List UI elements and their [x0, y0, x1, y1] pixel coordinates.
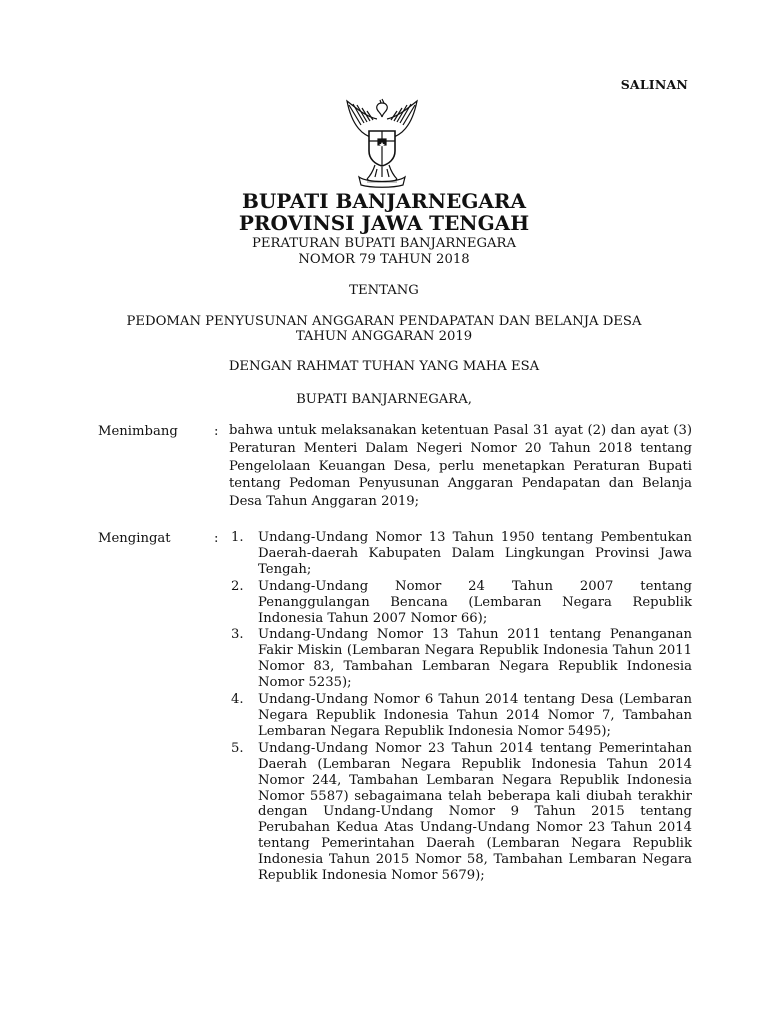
- menimbang-text: bahwa untuk melaksanakan ketentuan Pasal 31 ayat (2) dan ayat (3) Peraturan Menteri Dalam Negeri Nomor 20 Tahun 2018 tentang Pengelolaan Keuangan Desa, perlu menetapkan Peraturan Bupati tentang Pedoman Penyusunan Anggaran Pendapatan dan Belanja Desa Tahun Anggaran 2019;: [229, 423, 692, 510]
- list-item-text: Undang-Undang Nomor 23 Tahun 2014 tentang Pemerintahan Daerah (Lembaran Negara Republik Indonesia Tahun 2014 Nomor 244, Tambahan Lembaran Negara Republik Indonesia Nomor 5587) sebagaimana telah beberapa kali diubah terakhir dengan Undang-Undang Nomor 9 Tahun 2015 tentang Perubahan Kedua Atas Undang-Undang Nomor 23 Tahun 2014 tentang Pemerintahan Daerah (Lembaran Negara Republik Indonesia Tahun 2015 Nomor 58, Tambahan Lembaran Negara Republik Indonesia Nomor 5679);: [258, 740, 692, 884]
- mengingat-list: [229, 530, 692, 885]
- list-item: [229, 530, 692, 578]
- list-item-number: 1.: [231, 530, 244, 545]
- bupati-heading: BUPATI BANJARNEGARA,: [296, 392, 472, 407]
- list-item-number: 4.: [231, 692, 244, 708]
- list-item-number: 5.: [231, 740, 244, 756]
- list-item-text: Undang-Undang Nomor 13 Tahun 1950 tentang Pembentukan Daerah-daerah Kabupaten Dalam Lingkungan Provinsi Jawa Tengah;: [258, 530, 692, 577]
- list-item-number: 3.: [231, 627, 244, 643]
- menimbang-colon: :: [214, 424, 219, 439]
- regulation-title: PERATURAN BUPATI BANJARNEGARA: [252, 236, 516, 251]
- list-item: [229, 627, 692, 691]
- menimbang-label: Menimbang: [98, 424, 178, 439]
- list-item-number: 2.: [231, 578, 244, 594]
- mengingat-colon: :: [214, 531, 219, 546]
- salinan-stamp: SALINAN: [620, 77, 688, 92]
- subject-line-1: PEDOMAN PENYUSUNAN ANGGARAN PENDAPATAN DAN BELANJA DESA: [126, 314, 642, 329]
- list-item: [229, 692, 692, 740]
- list-item-text: Undang-Undang Nomor 13 Tahun 2011 tentang Penanganan Fakir Miskin (Lembaran Negara Republik Indonesia Tahun 2011 Nomor 83, Tambahan Lembaran Negara Republik Indonesia Nomor 5235);: [258, 627, 692, 691]
- list-item: [229, 579, 692, 627]
- list-item-text: Undang-Undang Nomor 6 Tahun 2014 tentang Desa (Lembaran Negara Republik Indonesia Tahun 2014 Nomor 7, Tambahan Lembaran Negara Republik Indonesia Nomor 5495);: [258, 692, 692, 739]
- garuda-pancasila-emblem-icon: [337, 95, 427, 190]
- title-bupati: BUPATI BANJARNEGARA: [241, 189, 527, 213]
- rahmat-heading: DENGAN RAHMAT TUHAN YANG MAHA ESA: [228, 359, 540, 374]
- list-item: [229, 741, 692, 884]
- mengingat-label: Mengingat: [98, 531, 171, 546]
- list-item-text: Undang-Undang Nomor 24 Tahun 2007 tentang Penanggulangan Bencana (Lembaran Negara Republik Indonesia Tahun 2007 Nomor 66);: [258, 578, 692, 626]
- tentang-heading: TENTANG: [349, 283, 419, 298]
- subject-line-2: TAHUN ANGGARAN 2019: [295, 329, 473, 344]
- regulation-number: NOMOR 79 TAHUN 2018: [298, 252, 470, 267]
- title-provinsi: PROVINSI JAWA TENGAH: [238, 211, 530, 235]
